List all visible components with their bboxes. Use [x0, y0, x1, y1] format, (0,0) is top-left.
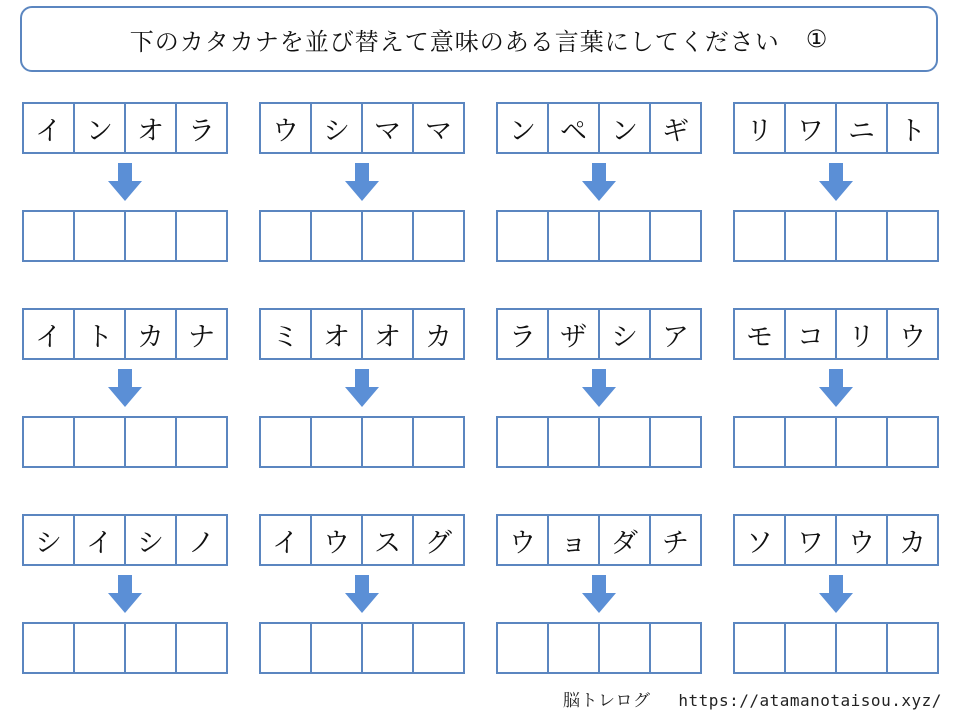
scrambled-letters-row	[259, 514, 465, 566]
letter-cell: リ	[837, 310, 888, 358]
answer-cell[interactable]	[498, 624, 549, 672]
answer-cell[interactable]	[75, 624, 126, 672]
letter-cell: カ	[126, 310, 177, 358]
answer-cell[interactable]	[735, 418, 786, 466]
down-arrow-icon	[582, 369, 616, 407]
answer-cell[interactable]	[261, 418, 312, 466]
answer-cell[interactable]	[651, 212, 700, 260]
answer-row	[733, 210, 939, 262]
answer-cell[interactable]	[261, 212, 312, 260]
down-arrow-icon	[108, 163, 142, 201]
letter-cell: ニ	[837, 104, 888, 152]
letter-cell: オ	[126, 104, 177, 152]
down-arrow-icon	[819, 369, 853, 407]
puzzle-block	[259, 308, 465, 468]
answer-cell[interactable]	[177, 212, 226, 260]
down-arrow-icon	[582, 163, 616, 201]
answer-cell[interactable]	[177, 624, 226, 672]
puzzle-block	[733, 102, 939, 262]
down-arrow-icon	[819, 575, 853, 613]
down-arrow-icon	[582, 575, 616, 613]
letter-cell: カ	[425, 321, 452, 353]
answer-cell[interactable]	[735, 212, 786, 260]
instruction-banner	[20, 6, 938, 72]
letter-cell: ザ	[549, 310, 600, 358]
scrambled-letters-row	[22, 514, 228, 566]
down-arrow-icon	[345, 575, 379, 613]
letter-cell: コ	[786, 310, 837, 358]
letter-cell: ア	[662, 321, 689, 353]
answer-row	[259, 622, 465, 674]
letter-cell: シ	[126, 516, 177, 564]
answer-cell[interactable]	[363, 212, 414, 260]
answer-cell[interactable]	[600, 418, 651, 466]
letter-cell: ョ	[549, 516, 600, 564]
answer-cell[interactable]	[786, 418, 837, 466]
letter-cell: ワ	[786, 104, 837, 152]
letter-cell: オ	[312, 310, 363, 358]
answer-cell[interactable]	[549, 624, 600, 672]
answer-row	[733, 622, 939, 674]
scrambled-letters-row	[496, 308, 702, 360]
answer-cell[interactable]	[126, 418, 177, 466]
answer-cell[interactable]	[549, 418, 600, 466]
answer-cell[interactable]	[24, 418, 75, 466]
letter-cell: ト	[75, 310, 126, 358]
answer-cell[interactable]	[177, 418, 226, 466]
letter-cell: ウ	[837, 516, 888, 564]
puzzle-block	[496, 308, 702, 468]
letter-cell: ミ	[261, 310, 312, 358]
letter-cell: マ	[425, 115, 452, 147]
letter-cell: マ	[363, 104, 414, 152]
letter-cell: イ	[75, 516, 126, 564]
letter-cell: シ	[312, 104, 363, 152]
answer-cell[interactable]	[312, 418, 363, 466]
answer-cell[interactable]	[261, 624, 312, 672]
letter-cell: ラ	[188, 115, 215, 147]
scrambled-letters-row	[22, 102, 228, 154]
answer-cell[interactable]	[600, 212, 651, 260]
answer-cell[interactable]	[651, 418, 700, 466]
letter-cell: カ	[899, 527, 926, 559]
letter-cell: チ	[662, 527, 689, 559]
answer-cell[interactable]	[786, 624, 837, 672]
answer-cell[interactable]	[837, 624, 888, 672]
puzzle-block	[22, 308, 228, 468]
answer-cell[interactable]	[498, 418, 549, 466]
puzzle-block	[496, 102, 702, 262]
answer-cell[interactable]	[312, 212, 363, 260]
down-arrow-icon	[345, 163, 379, 201]
answer-cell[interactable]	[549, 212, 600, 260]
scrambled-letters-row	[496, 102, 702, 154]
answer-cell[interactable]	[888, 624, 937, 672]
letter-cell: ソ	[735, 516, 786, 564]
letter-cell: ン	[600, 104, 651, 152]
answer-cell[interactable]	[837, 212, 888, 260]
answer-row	[496, 210, 702, 262]
down-arrow-icon	[819, 163, 853, 201]
answer-cell[interactable]	[651, 624, 700, 672]
answer-cell[interactable]	[75, 212, 126, 260]
down-arrow-icon	[108, 369, 142, 407]
answer-cell[interactable]	[363, 624, 414, 672]
letter-cell: ナ	[188, 321, 215, 353]
instruction-text: 下のカタカナを並び替えて意味のある言葉にしてください	[129, 27, 780, 56]
answer-cell[interactable]	[24, 212, 75, 260]
answer-cell[interactable]	[414, 418, 463, 466]
answer-cell[interactable]	[312, 624, 363, 672]
puzzle-block	[259, 102, 465, 262]
letter-cell: ウ	[899, 321, 926, 353]
down-arrow-icon	[108, 575, 142, 613]
letter-cell: シ	[24, 516, 75, 564]
answer-cell[interactable]	[735, 624, 786, 672]
answer-row	[259, 210, 465, 262]
answer-cell[interactable]	[414, 212, 463, 260]
answer-cell[interactable]	[126, 624, 177, 672]
letter-cell: ラ	[498, 310, 549, 358]
answer-row	[22, 622, 228, 674]
puzzle-block	[22, 102, 228, 262]
letter-cell: ワ	[786, 516, 837, 564]
scrambled-letters-row	[259, 102, 465, 154]
answer-cell[interactable]	[363, 418, 414, 466]
answer-cell[interactable]	[414, 624, 463, 672]
sheet-number: ①	[805, 25, 829, 53]
scrambled-letters-row	[733, 102, 939, 154]
letter-cell: グ	[425, 527, 452, 559]
letter-cell: イ	[24, 104, 75, 152]
letter-cell: ダ	[600, 516, 651, 564]
answer-cell[interactable]	[75, 418, 126, 466]
answer-cell[interactable]	[786, 212, 837, 260]
answer-row	[259, 416, 465, 468]
answer-cell[interactable]	[837, 418, 888, 466]
answer-row	[22, 210, 228, 262]
letter-cell: ノ	[188, 527, 215, 559]
scrambled-letters-row	[733, 514, 939, 566]
letter-cell: ト	[899, 115, 926, 147]
letter-cell: オ	[363, 310, 414, 358]
puzzle-block	[22, 514, 228, 674]
letter-cell: ペ	[549, 104, 600, 152]
footer-brand: 脳トレログ	[563, 691, 651, 711]
answer-cell[interactable]	[126, 212, 177, 260]
answer-cell[interactable]	[888, 212, 937, 260]
down-arrow-icon	[345, 369, 379, 407]
letter-cell: リ	[735, 104, 786, 152]
scrambled-letters-row	[496, 514, 702, 566]
scrambled-letters-row	[22, 308, 228, 360]
answer-cell[interactable]	[498, 212, 549, 260]
letter-cell: ウ	[261, 104, 312, 152]
letter-cell: シ	[600, 310, 651, 358]
footer-credit	[563, 686, 942, 711]
puzzle-block	[733, 308, 939, 468]
puzzle-block	[733, 514, 939, 674]
answer-row	[496, 416, 702, 468]
letter-cell: イ	[24, 310, 75, 358]
letter-cell: ン	[75, 104, 126, 152]
answer-cell[interactable]	[24, 624, 75, 672]
answer-row	[22, 416, 228, 468]
footer-url[interactable]: https://atamanotaisou.xyz/	[678, 691, 942, 710]
letter-cell: ギ	[662, 115, 689, 147]
letter-cell: ウ	[498, 516, 549, 564]
scrambled-letters-row	[259, 308, 465, 360]
letter-cell: モ	[735, 310, 786, 358]
answer-cell[interactable]	[888, 418, 937, 466]
letter-cell: イ	[261, 516, 312, 564]
puzzle-block	[259, 514, 465, 674]
letter-cell: ウ	[312, 516, 363, 564]
answer-row	[496, 622, 702, 674]
scrambled-letters-row	[733, 308, 939, 360]
letter-cell: ス	[363, 516, 414, 564]
letter-cell: ン	[498, 104, 549, 152]
puzzle-block	[496, 514, 702, 674]
answer-row	[733, 416, 939, 468]
answer-cell[interactable]	[600, 624, 651, 672]
